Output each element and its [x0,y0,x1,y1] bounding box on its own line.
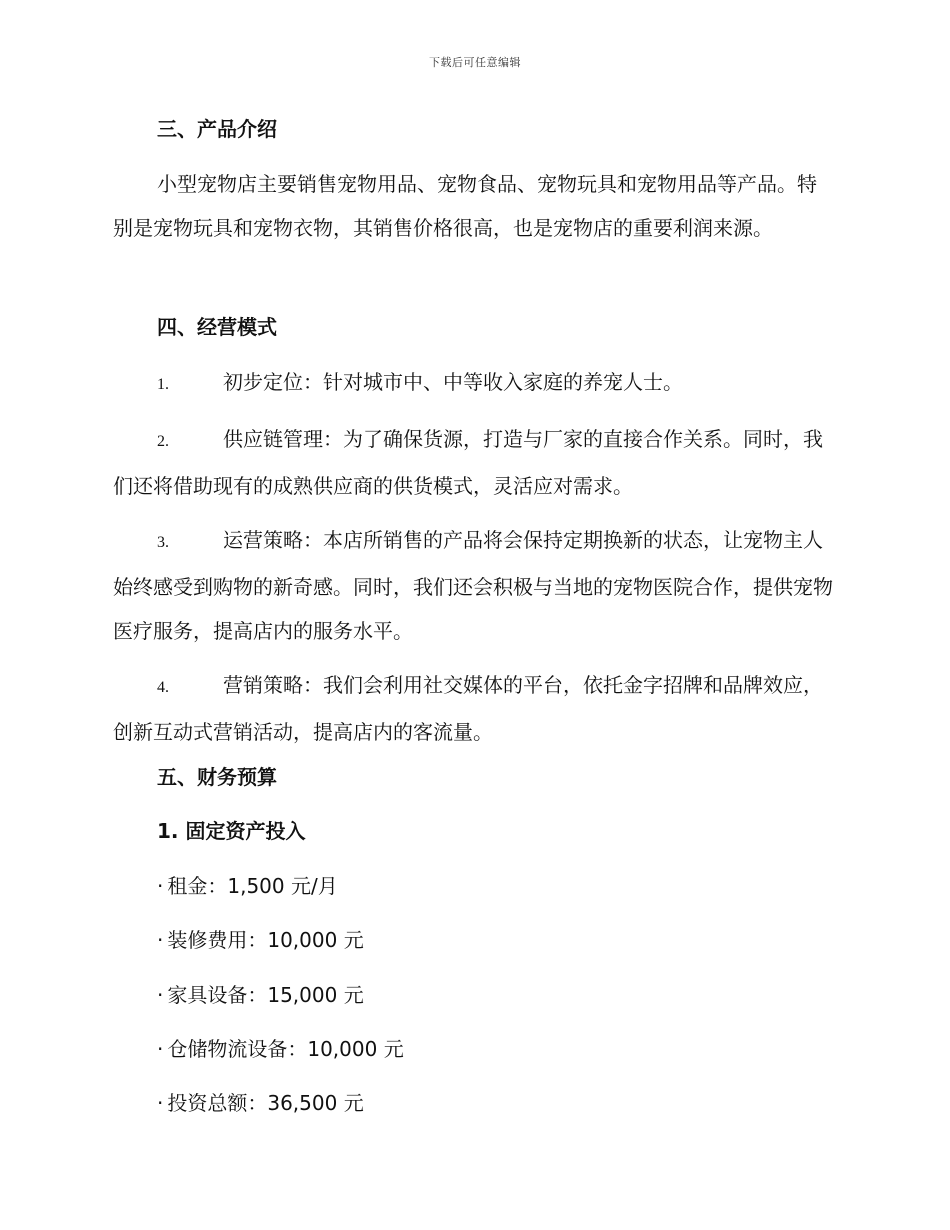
section-3-body [113,162,835,250]
section-5-subtitle: 1. 固定资产投入 [157,819,306,843]
section-4-title: 四、经营模式 [157,315,277,339]
item-text: 运营策略：本店所销售的产品将会保持定期换新的状态，让宠物主人始终感受到购物的新奇感。同时，我们还会积极与当地的宠物医院合作，提供宠物医疗服务，提高店内的服务水平。 [113,528,833,643]
budget-line [157,925,364,955]
budget-line-text: 装修费用：10,000 元 [167,928,364,952]
item-number: 2. [157,433,169,450]
list-item [113,360,835,407]
item-text: 供应链管理：为了确保货源，打造与厂家的直接合作关系。同时，我们还将借助现有的成熟供应商的供货模式，灵活应对需求。 [113,427,823,498]
bullet-icon: · [157,983,164,1007]
item-text: 初步定位：针对城市中、中等收入家庭的养宠人士。 [223,370,683,394]
section-3-title: 三、产品介绍 [157,117,277,141]
list-item [113,518,835,653]
bullet-icon: · [157,1091,164,1115]
budget-line [157,980,364,1010]
bullet-icon: · [157,874,164,898]
budget-line-text: 投资总额：36,500 元 [167,1091,364,1115]
list-item [113,417,835,508]
budget-line-text: 租金：1,500 元/月 [167,874,338,898]
section-4-list [113,360,835,754]
budget-line-text: 仓储物流设备：10,000 元 [167,1037,404,1061]
budget-line-text: 家具设备：15,000 元 [167,983,364,1007]
section-5-title: 五、财务预算 [157,765,277,789]
item-number: 3. [157,534,169,551]
header-note: 下载后可任意编辑 [429,56,521,69]
budget-line [157,1034,404,1064]
item-number: 4. [157,679,169,696]
item-text: 营销策略：我们会利用社交媒体的平台，依托金字招牌和品牌效应，创新互动式营销活动，提高店内的客流量。 [113,673,823,744]
product-intro-paragraph: 小型宠物店主要销售宠物用品、宠物食品、宠物玩具和宠物用品等产品。特别是宠物玩具和宠物衣物，其销售价格很高，也是宠物店的重要利润来源。 [113,172,817,240]
budget-line [157,1088,364,1118]
list-item [113,663,835,754]
bullet-icon: · [157,928,164,952]
budget-line [157,871,338,901]
bullet-icon: · [157,1037,164,1061]
item-number: 1. [157,376,169,393]
